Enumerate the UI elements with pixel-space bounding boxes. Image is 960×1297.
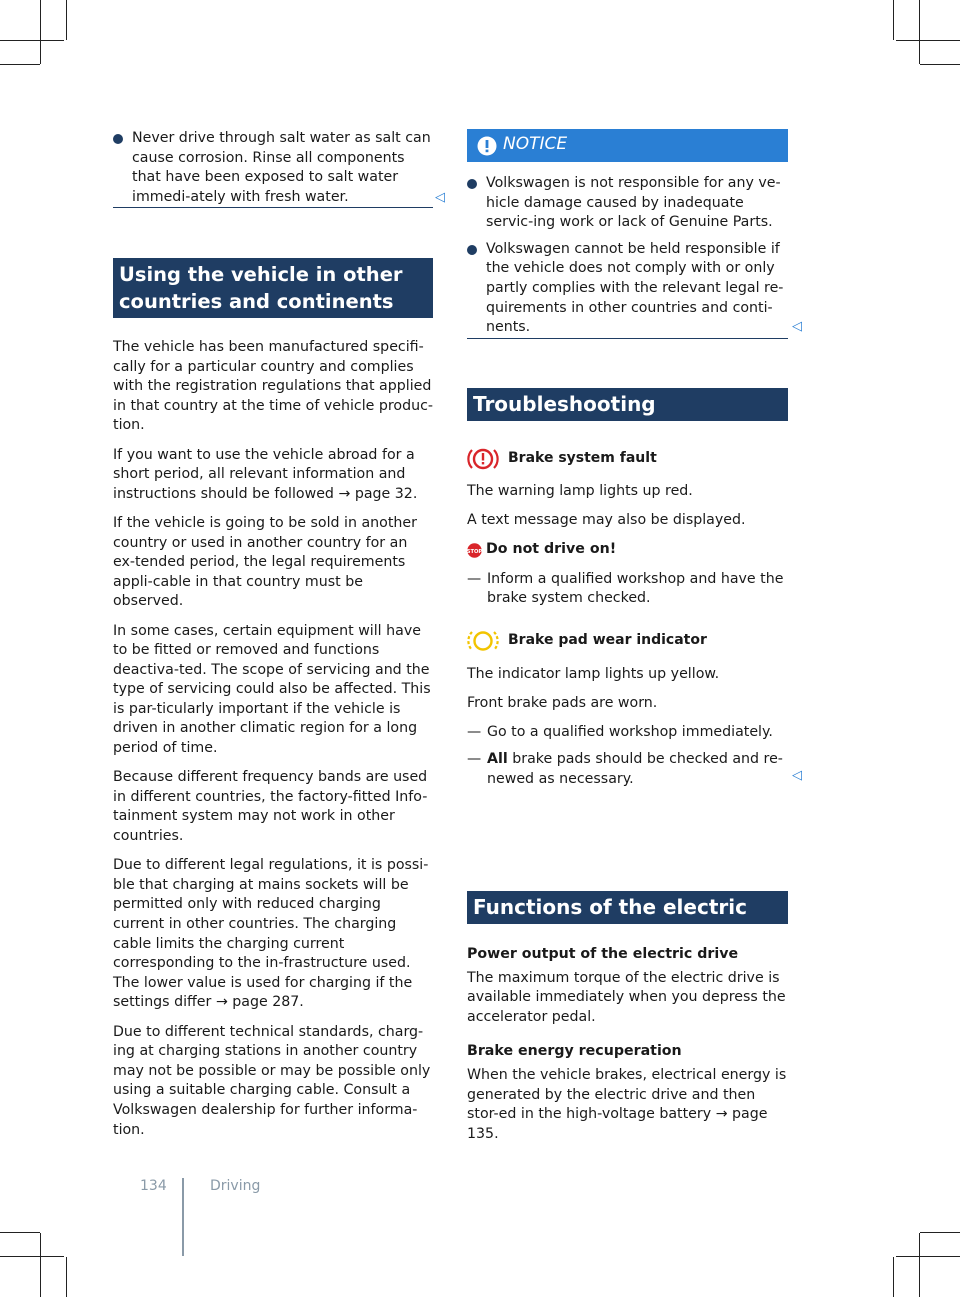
svg-text:STOP: STOP: [467, 549, 482, 556]
brake-warning-icon: [467, 446, 499, 472]
stop-icon: [467, 543, 482, 558]
stop-line: STOP Do not drive on!: [467, 541, 617, 558]
dash-item: — Go to a qualified workshop immediately.: [467, 724, 773, 741]
notice-body: [467, 174, 787, 338]
brake-fault-title: Brake system fault: [508, 450, 657, 466]
paragraph: If the vehicle is going to be sold in another country or used in another country for an ex-tended period, the legal requirements appli-cable in that country must be observed.: [113, 514, 417, 610]
section-end-icon: ◁: [792, 319, 802, 334]
notice-bullet: Volkswagen cannot be held responsible if the vehicle does not comply with or only partly complies with the relevant legal re-quirements in other countries and conti-nents.: [467, 240, 787, 338]
section-name: Driving: [210, 1178, 261, 1194]
paragraph: Due to different technical standards, charg-ing at charging stations in another country may not be possible or may be possible only using a suitable charging cable. Consult a Volkswagen dealership for further informa-tion.: [113, 1023, 431, 1138]
paragraph: If you want to use the vehicle abroad for a short period, all relevant information and instructions should be followed → page 32.: [113, 446, 418, 502]
paragraph: In some cases, certain equipment will have to be fitted or removed and functions deactiva-ted. The scope of servicing and the type of servicing could also be affected. This is par-ticularly important if the vehicle is driven in another climatic region for a long period of time.: [113, 622, 431, 757]
paragraph: Because different frequency bands are used in different countries, the factory-fitted Info-tainment system may not work in other countries.: [113, 769, 428, 845]
dash-item: — All brake pads should be checked and re-newed as necessary.: [467, 750, 783, 787]
bullet-icon: [113, 134, 123, 144]
left-body: [113, 338, 433, 1150]
salt-water-warning: [113, 129, 433, 207]
exclamation-icon: [477, 136, 497, 156]
section-end-icon: ◁: [792, 768, 802, 783]
power-title: Power output of the electric drive: [467, 946, 739, 962]
left-column: [113, 129, 433, 207]
paragraph: Due to different legal regulations, it is possi-ble that charging at mains sockets will be permitted only with reduced charging current in other countries. The charging cable limits the charging current corresponding to the in-frastructure used. The lower value is used for charging if the settings differ → page 287.: [113, 857, 429, 1011]
heading-electric-drive: Functions of the electric drive: [467, 891, 788, 924]
heading-troubleshooting: Troubleshooting: [467, 388, 788, 421]
electric-body: Power output of the electric drive The maximum torque of the electric drive is available immediately when you depress the accelerator pedal. Brake energy recuperation When the vehicle brakes, electrical energy is generated by the electric drive and then stor-ed in the high-voltage battery → page 135.: [467, 946, 787, 1142]
paragraph: The vehicle has been manufactured specifi-cally for a particular country and complies with the registration regulations that applied in that country at the time of vehicle produc-tion.: [113, 339, 434, 434]
brake-pad-title: Brake pad wear indicator: [508, 632, 707, 648]
notice-label: NOTICE: [503, 134, 568, 154]
notice-bullet: Volkswagen is not responsible for any ve-hicle damage caused by inadequate servic-ing work or lack of Genuine Parts.: [467, 174, 787, 233]
bullet-icon: [467, 245, 477, 255]
recup-title: Brake energy recuperation: [467, 1043, 682, 1060]
bullet-icon: [467, 179, 477, 189]
salt-water-text: Never drive through salt water as salt can cause corrosion. Rinse all components that have been exposed to salt water immedi-ately with fresh water.: [132, 130, 431, 205]
page-number: 134: [140, 1178, 167, 1194]
section-end-rule: [113, 207, 433, 208]
footer-divider: [182, 1178, 184, 1256]
brake-pad-body: The indicator lamp lights up yellow. Front brake pads are worn. — Go to a qualified workshop immediately. — All brake pads should be checked and re-newed as necessary.: [467, 665, 787, 789]
heading-other-countries: Using the vehicle in other countries and continents: [113, 258, 433, 318]
brake-pad-icon: [467, 628, 499, 654]
notice-end-rule: [467, 338, 788, 339]
section-end-icon: ◁: [435, 190, 445, 205]
notice-header: [467, 129, 788, 162]
dash-item: — Inform a qualified workshop and have the brake system checked.: [467, 570, 784, 607]
brake-fault-body: The warning lamp lights up red. A text message may also be displayed. STOP Do not drive on! — Inform a qualified workshop and have the brake system checked.: [467, 482, 787, 609]
